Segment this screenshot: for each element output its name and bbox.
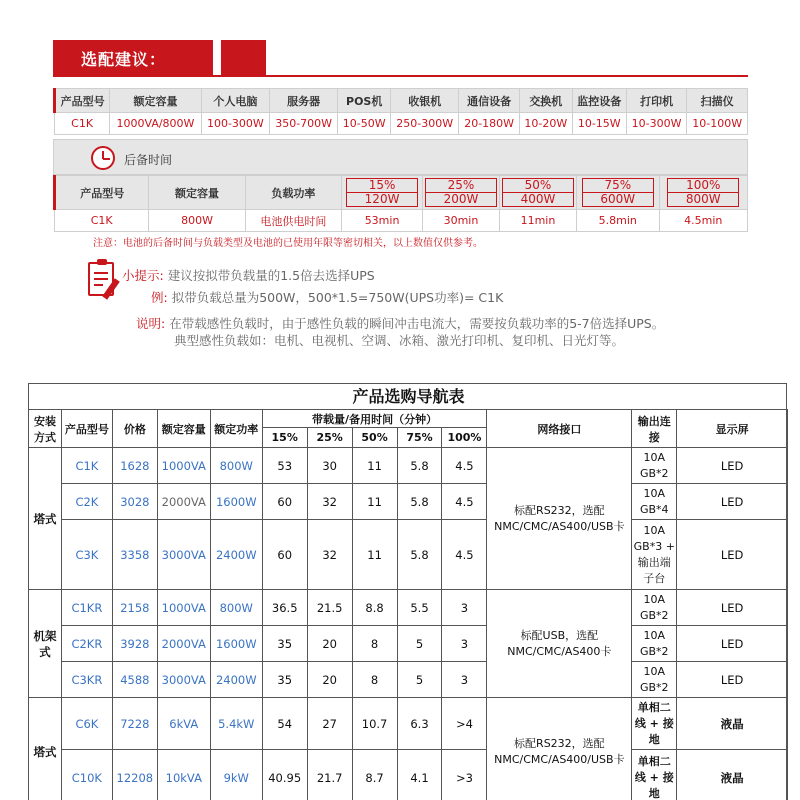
- time-cell: 27: [307, 698, 352, 750]
- time-cell: 54: [262, 698, 307, 750]
- time-cell: 11: [352, 448, 397, 484]
- load-percent-header: [422, 176, 499, 210]
- table-cell: 10-100W: [687, 113, 748, 135]
- output-cell: 单相二线 + 接地: [632, 750, 677, 800]
- table-cell: 53min: [342, 210, 423, 232]
- display-cell: LED: [677, 626, 788, 662]
- backup-time-title: 后备时间: [124, 153, 173, 167]
- load-percent: 100%: [668, 179, 738, 193]
- time-cell: 11: [352, 520, 397, 590]
- time-cell: 3: [442, 662, 487, 698]
- time-cell: >3: [442, 750, 487, 800]
- load-percent-header: [659, 176, 747, 210]
- time-cell: 20: [307, 626, 352, 662]
- capacity-cell: 2000VA: [157, 484, 210, 520]
- time-cell: 60: [262, 520, 307, 590]
- example-label: 例:: [151, 290, 168, 305]
- time-cell: 4.5: [442, 484, 487, 520]
- section-title-block: [53, 40, 213, 76]
- price-cell: 3358: [112, 520, 157, 590]
- install-type: 机架式: [29, 590, 62, 698]
- network-cell: 标配RS232，选配NMC/CMC/AS400/USB卡: [487, 448, 632, 590]
- header-underline: [53, 75, 748, 77]
- backup-time-table: [53, 175, 748, 232]
- time-cell: 5: [397, 626, 442, 662]
- explain-line: [136, 314, 664, 332]
- model-cell: C3KR: [61, 662, 112, 698]
- load-suggestion-table: [53, 88, 748, 135]
- capacity-cell: 1000VA: [157, 448, 210, 484]
- time-cell: 60: [262, 484, 307, 520]
- load-percent-header: [499, 176, 576, 210]
- time-cell: >4: [442, 698, 487, 750]
- model-cell: C2KR: [61, 626, 112, 662]
- tip-line: [122, 266, 375, 284]
- table-header: 安装方式: [29, 410, 62, 448]
- time-cell: 5: [397, 662, 442, 698]
- table-header: 收银机: [391, 89, 459, 113]
- install-type: 塔式: [29, 448, 62, 590]
- capacity-cell: 1000VA: [157, 590, 210, 626]
- product-guide-title: 产品选购导航表: [352, 387, 465, 406]
- table-header: 产品型号: [55, 176, 149, 210]
- explain-line-2: [174, 331, 624, 349]
- table-header: 扫描仪: [687, 89, 748, 113]
- model-cell: C10K: [61, 750, 112, 800]
- explain-text: 在带载感性负载时，由于感性负载的瞬间冲击电流大，需要按负载功率的5-7倍选择UPS。: [169, 316, 665, 331]
- table-row: [29, 484, 788, 520]
- table-cell: 800W: [149, 210, 245, 232]
- product-guide: [28, 383, 787, 800]
- table-cell: 4.5min: [659, 210, 747, 232]
- table-row: [29, 626, 788, 662]
- model-cell: C3K: [61, 520, 112, 590]
- load-percent: 50%: [503, 179, 573, 193]
- time-cell: 8: [352, 626, 397, 662]
- time-cell: 35: [262, 626, 307, 662]
- load-watt: 600W: [600, 192, 636, 206]
- example-line: [151, 288, 503, 306]
- time-cell: 21.7: [307, 750, 352, 800]
- time-cell: 32: [307, 520, 352, 590]
- load-percent-header: [576, 176, 659, 210]
- table-cell: 30min: [422, 210, 499, 232]
- table-header: 产品型号: [61, 410, 112, 448]
- network-cell: 标配RS232，选配NMC/CMC/AS400/USB卡: [487, 698, 632, 800]
- clock-icon: [91, 146, 115, 170]
- table-cell: 20-180W: [459, 113, 520, 135]
- explain-text: 典型感性负载如：电机、电视机、空调、冰箱、激光打印机、复印机、日光灯等。: [174, 333, 625, 348]
- table-cell: 250-300W: [391, 113, 459, 135]
- section-header: [53, 40, 748, 76]
- power-cell: 1600W: [210, 626, 262, 662]
- network-cell: 标配USB，选配NMC/CMC/AS400卡: [487, 590, 632, 698]
- time-cell: 8: [352, 662, 397, 698]
- table-header: 监控设备: [572, 89, 626, 113]
- model-cell: C2K: [61, 484, 112, 520]
- load-percent: 75%: [583, 179, 653, 193]
- header-accent: [221, 40, 266, 76]
- table-header-row: [55, 176, 748, 210]
- power-cell: 2400W: [210, 662, 262, 698]
- table-cell: 100-300W: [201, 113, 269, 135]
- power-cell: 9kW: [210, 750, 262, 800]
- capacity-cell: 2000VA: [157, 626, 210, 662]
- output-cell: 10A GB*2: [632, 590, 677, 626]
- table-cell: C1K: [55, 113, 110, 135]
- time-cell: 5.8: [397, 520, 442, 590]
- capacity-cell: 10kVA: [157, 750, 210, 800]
- table-cell: 11min: [499, 210, 576, 232]
- power-cell: 800W: [210, 590, 262, 626]
- table-header: 通信设备: [459, 89, 520, 113]
- table-header: 带载量/备用时间（分钟）: [262, 410, 487, 428]
- price-cell: 1628: [112, 448, 157, 484]
- time-cell: 5.8: [397, 448, 442, 484]
- price-cell: 7228: [112, 698, 157, 750]
- output-cell: 10A GB*2: [632, 448, 677, 484]
- time-cell: 3: [442, 626, 487, 662]
- table-cell: 5.8min: [576, 210, 659, 232]
- load-watt: 200W: [443, 192, 479, 206]
- table-header: 打印机: [626, 89, 687, 113]
- output-cell: 单相二线 + 接地: [632, 698, 677, 750]
- output-cell: 10A GB*3 + 输出端子台: [632, 520, 677, 590]
- time-cell: 32: [307, 484, 352, 520]
- time-cell: 6.3: [397, 698, 442, 750]
- display-cell: LED: [677, 662, 788, 698]
- explain-label: 说明:: [136, 316, 166, 331]
- section-title: 选配建议：: [81, 50, 167, 69]
- table-cell: 1000VA/800W: [110, 113, 202, 135]
- tip-label: 小提示:: [122, 268, 164, 283]
- price-cell: 2158: [112, 590, 157, 626]
- table-header: 价格: [112, 410, 157, 448]
- price-cell: 3028: [112, 484, 157, 520]
- time-cell: 36.5: [262, 590, 307, 626]
- table-cell: 10-20W: [519, 113, 572, 135]
- table-header-row: [29, 410, 788, 428]
- table-row: [29, 662, 788, 698]
- table-cell: C1K: [55, 210, 149, 232]
- display-cell: LED: [677, 590, 788, 626]
- model-cell: C1KR: [61, 590, 112, 626]
- price-cell: 3928: [112, 626, 157, 662]
- capacity-cell: 6kVA: [157, 698, 210, 750]
- load-watt: 400W: [520, 192, 556, 206]
- output-cell: 10A GB*2: [632, 626, 677, 662]
- time-cell: 53: [262, 448, 307, 484]
- table-cell: 10-300W: [626, 113, 687, 135]
- table-header: 服务器: [270, 89, 338, 113]
- table-header: 额定功率: [210, 410, 262, 448]
- load-watt: 120W: [364, 192, 400, 206]
- backup-time-header: [53, 139, 748, 175]
- table-header: 额定容量: [157, 410, 210, 448]
- table-row: [29, 590, 788, 626]
- time-cell: 30: [307, 448, 352, 484]
- display-cell: 液晶: [677, 750, 788, 800]
- table-cell: 电池供电时间: [245, 210, 342, 232]
- power-cell: 5.4kW: [210, 698, 262, 750]
- output-cell: 10A GB*2: [632, 662, 677, 698]
- table-header-row: [55, 89, 748, 113]
- table-header: POS机: [338, 89, 391, 113]
- time-cell: 8.7: [352, 750, 397, 800]
- load-watt: 800W: [685, 192, 721, 206]
- time-cell: 4.5: [442, 448, 487, 484]
- time-cell: 20: [307, 662, 352, 698]
- price-cell: 4588: [112, 662, 157, 698]
- load-percent: 25%: [426, 179, 496, 193]
- example-text: 拟带负载总量为500W，500*1.5=750W(UPS功率)= C1K: [171, 290, 504, 305]
- display-cell: LED: [677, 484, 788, 520]
- table-header: 输出连接: [632, 410, 677, 448]
- table-header: 交换机: [519, 89, 572, 113]
- model-cell: C6K: [61, 698, 112, 750]
- table-header: 网络接口: [487, 410, 632, 448]
- table-row: [29, 750, 788, 800]
- table-row: [55, 210, 748, 232]
- display-cell: 液晶: [677, 698, 788, 750]
- display-cell: LED: [677, 520, 788, 590]
- table-row: [29, 520, 788, 590]
- power-cell: 2400W: [210, 520, 262, 590]
- product-guide-table: [28, 409, 788, 800]
- note-text: 注意：电池的后备时间与负载类型及电池的已使用年限等密切相关，以上数值仅供参考。: [93, 238, 483, 249]
- table-cell: 10-15W: [572, 113, 626, 135]
- load-percent: 15%: [347, 179, 417, 193]
- time-cell: 5.5: [397, 590, 442, 626]
- table-cell: 350-700W: [270, 113, 338, 135]
- output-cell: 10A GB*4: [632, 484, 677, 520]
- table-row: [29, 698, 788, 750]
- power-cell: 1600W: [210, 484, 262, 520]
- table-cell: 10-50W: [338, 113, 391, 135]
- time-cell: 35: [262, 662, 307, 698]
- table-header: 显示屏: [677, 410, 788, 448]
- time-cell: 11: [352, 484, 397, 520]
- tip-text: 建议按拟带负载量的1.5倍去选择UPS: [167, 268, 375, 283]
- table-row: [55, 113, 748, 135]
- table-header: 额定容量: [149, 176, 245, 210]
- table-header: 75%: [397, 428, 442, 448]
- table-header: 15%: [262, 428, 307, 448]
- capacity-cell: 3000VA: [157, 662, 210, 698]
- time-cell: 4.1: [397, 750, 442, 800]
- time-cell: 3: [442, 590, 487, 626]
- table-header: 25%: [307, 428, 352, 448]
- power-cell: 800W: [210, 448, 262, 484]
- table-header: 额定容量: [110, 89, 202, 113]
- price-cell: 12208: [112, 750, 157, 800]
- time-cell: 10.7: [352, 698, 397, 750]
- display-cell: LED: [677, 448, 788, 484]
- table-row: [29, 448, 788, 484]
- table-header: 100%: [442, 428, 487, 448]
- capacity-cell: 3000VA: [157, 520, 210, 590]
- time-cell: 5.8: [397, 484, 442, 520]
- table-header: 负载功率: [245, 176, 342, 210]
- time-cell: 4.5: [442, 520, 487, 590]
- load-percent-header: [342, 176, 423, 210]
- time-cell: 21.5: [307, 590, 352, 626]
- install-type: 塔式: [29, 698, 62, 800]
- time-cell: 8.8: [352, 590, 397, 626]
- table-header: 产品型号: [55, 89, 110, 113]
- model-cell: C1K: [61, 448, 112, 484]
- time-cell: 40.95: [262, 750, 307, 800]
- table-header: 个人电脑: [201, 89, 269, 113]
- table-header: 50%: [352, 428, 397, 448]
